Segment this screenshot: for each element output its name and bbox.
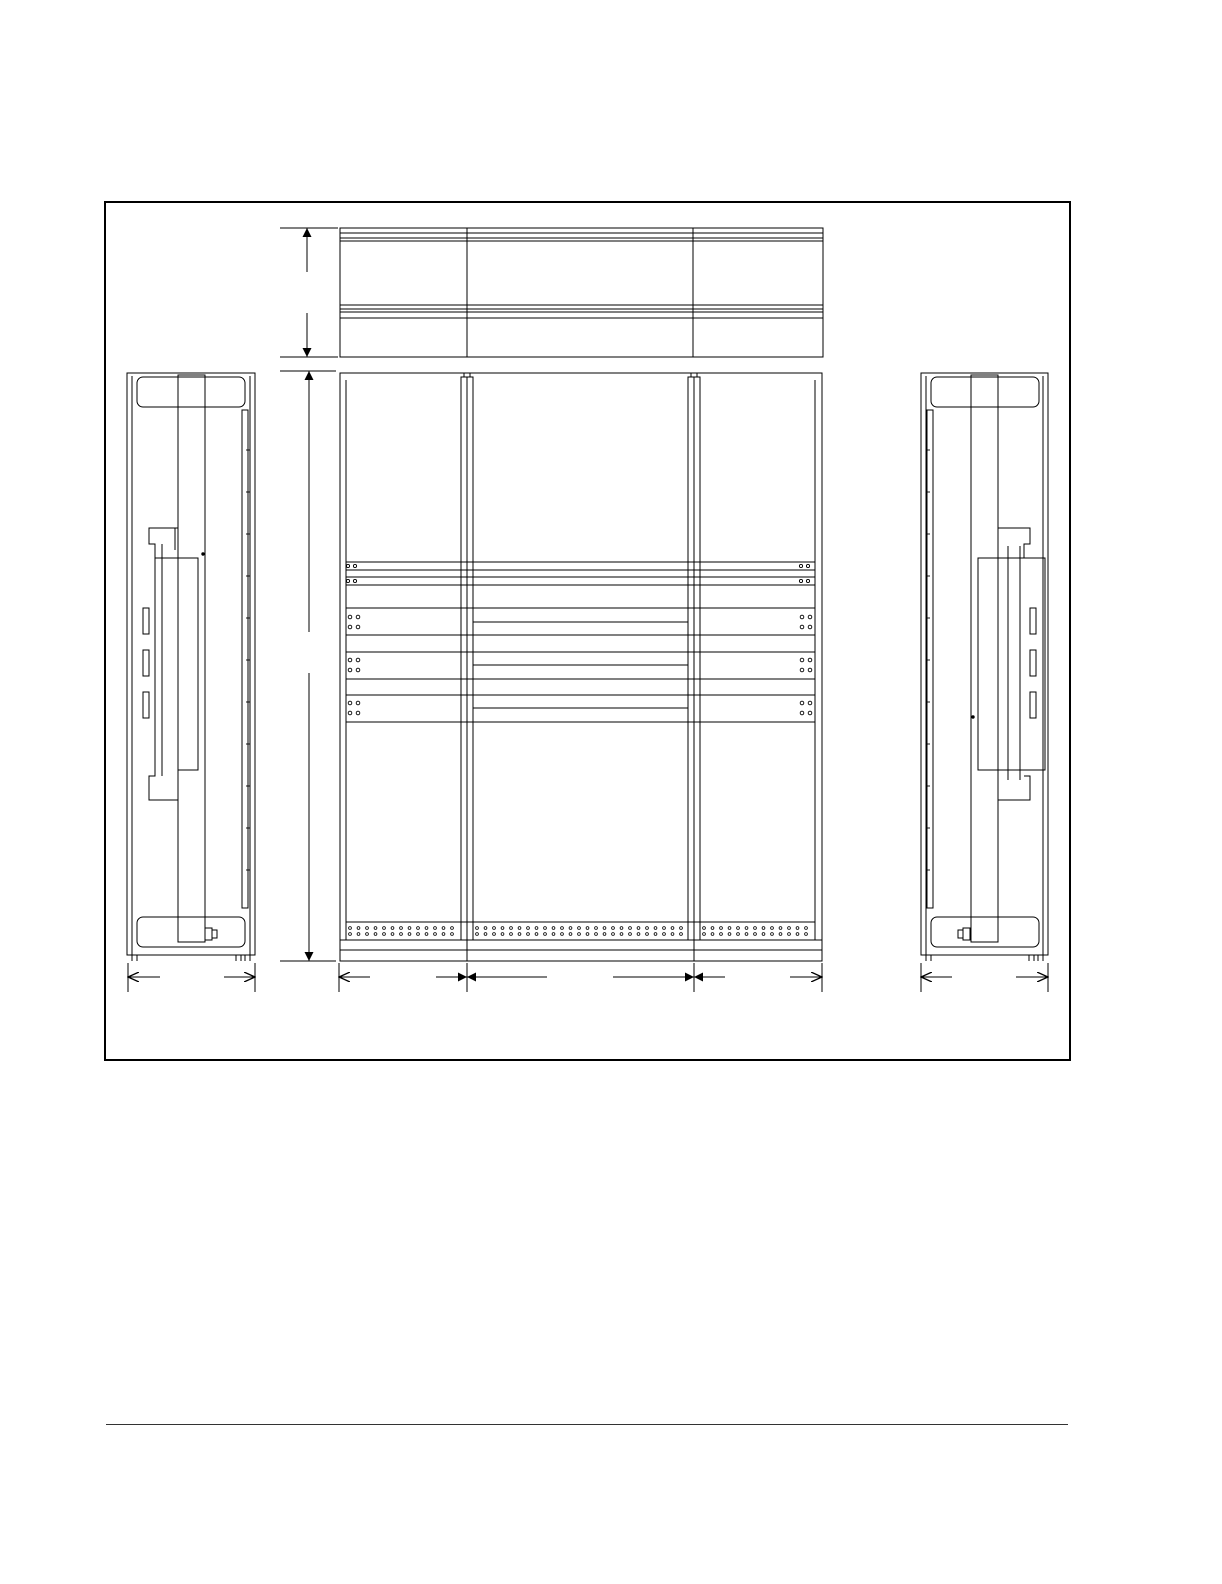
perforation-hole: [663, 927, 666, 930]
perforation-hole: [408, 933, 411, 936]
perforation-hole: [629, 927, 632, 930]
side-handle-bar: [971, 375, 998, 942]
perforation-hole: [711, 927, 714, 930]
perforation-hole: [703, 927, 706, 930]
perforation-hole: [711, 933, 714, 936]
perforation-hole: [720, 927, 723, 930]
perforation-hole: [561, 933, 564, 936]
perforation-hole: [451, 933, 454, 936]
perforation-hole: [779, 933, 782, 936]
perforation-hole: [779, 927, 782, 930]
perforation-hole: [737, 933, 740, 936]
perforation-hole: [383, 927, 386, 930]
perforation-hole: [680, 933, 683, 936]
perforation-hole: [417, 927, 420, 930]
perforation-hole: [349, 933, 352, 936]
perforation-hole: [788, 927, 791, 930]
perforation-hole: [586, 927, 589, 930]
perforation-hole: [552, 927, 555, 930]
perforation-hole: [754, 927, 757, 930]
front-view: [340, 373, 822, 961]
perforation-hole: [476, 933, 479, 936]
perforation-hole: [771, 933, 774, 936]
perforation-hole: [493, 927, 496, 930]
perforation-hole: [510, 933, 513, 936]
perforation-hole: [357, 927, 360, 930]
perforation-hole: [745, 933, 748, 936]
perforation-hole: [745, 927, 748, 930]
perforation-hole: [637, 933, 640, 936]
perforation-hole: [620, 927, 623, 930]
perforation-hole: [796, 933, 799, 936]
perforation-hole: [442, 933, 445, 936]
perforation-hole: [788, 933, 791, 936]
perforation-hole: [383, 933, 386, 936]
perforation-hole: [586, 933, 589, 936]
perforation-hole: [425, 933, 428, 936]
perforation-hole: [349, 927, 352, 930]
perforation-hole: [417, 933, 420, 936]
perforation-hole: [535, 933, 538, 936]
perforation-hole: [603, 933, 606, 936]
perforation-hole: [612, 933, 615, 936]
perforation-hole: [762, 933, 765, 936]
perforation-hole: [527, 927, 530, 930]
perforation-hole: [451, 927, 454, 930]
perforation-hole: [501, 933, 504, 936]
perforation-hole: [400, 933, 403, 936]
perforation-hole: [671, 933, 674, 936]
left-side-view: [127, 373, 255, 961]
perforation-hole: [578, 927, 581, 930]
width-dimensions: [339, 963, 822, 992]
perforation-hole: [425, 927, 428, 930]
right-side-view: [921, 373, 1048, 961]
perforation-hole: [612, 927, 615, 930]
perforation-hole: [637, 927, 640, 930]
perforation-hole: [796, 927, 799, 930]
perforation-hole: [357, 933, 360, 936]
height-dimension: [280, 371, 336, 961]
perforation-hole: [703, 933, 706, 936]
perforation-hole: [629, 933, 632, 936]
perforation-hole: [518, 927, 521, 930]
perforation-hole: [510, 927, 513, 930]
perforation-hole: [527, 933, 530, 936]
perforation-hole: [578, 933, 581, 936]
perforation-hole: [442, 927, 445, 930]
top-view: [340, 228, 823, 357]
perforation-hole: [391, 927, 394, 930]
perforation-hole: [805, 927, 808, 930]
left-width-dimension: [128, 963, 255, 992]
perforation-hole: [493, 933, 496, 936]
perforation-hole: [603, 927, 606, 930]
perforation-hole: [620, 933, 623, 936]
perforation-hole: [771, 927, 774, 930]
perforation-hole: [595, 933, 598, 936]
perforation-hole: [544, 927, 547, 930]
depth-dimension: [280, 228, 338, 357]
perforation-hole: [728, 933, 731, 936]
perforation-hole: [671, 927, 674, 930]
perforation-hole: [501, 927, 504, 930]
perforation-hole: [654, 933, 657, 936]
perforation-hole: [552, 933, 555, 936]
perforation-hole: [518, 933, 521, 936]
perforation-hole: [408, 927, 411, 930]
perforation-hole: [654, 927, 657, 930]
perforation-hole: [535, 927, 538, 930]
perforation-hole: [720, 933, 723, 936]
perforation-hole: [762, 927, 765, 930]
perforation-hole: [646, 927, 649, 930]
perforation-hole: [728, 927, 731, 930]
perforation-hole: [754, 933, 757, 936]
perforation-hole: [374, 933, 377, 936]
perforation-hole: [434, 927, 437, 930]
perforation-hole: [561, 927, 564, 930]
right-width-dimension: [921, 963, 1048, 992]
perforation-hole: [374, 927, 377, 930]
perforation-hole: [484, 927, 487, 930]
side-handle-bar: [178, 375, 205, 942]
perforation-hole: [544, 933, 547, 936]
perforation-hole: [476, 927, 479, 930]
perforation-hole: [400, 927, 403, 930]
perforation-hole: [569, 927, 572, 930]
perforation-hole: [595, 927, 598, 930]
perforation-hole: [434, 933, 437, 936]
perforation-hole: [805, 933, 808, 936]
perforation-hole: [366, 927, 369, 930]
perforation-hole: [646, 933, 649, 936]
perforation-hole: [737, 927, 740, 930]
perforation-hole: [569, 933, 572, 936]
perforation-hole: [391, 933, 394, 936]
base-perforations: [349, 927, 808, 936]
footer-rule: [106, 1424, 1068, 1425]
perforation-hole: [366, 933, 369, 936]
perforation-hole: [663, 933, 666, 936]
perforation-hole: [484, 933, 487, 936]
perforation-hole: [680, 927, 683, 930]
